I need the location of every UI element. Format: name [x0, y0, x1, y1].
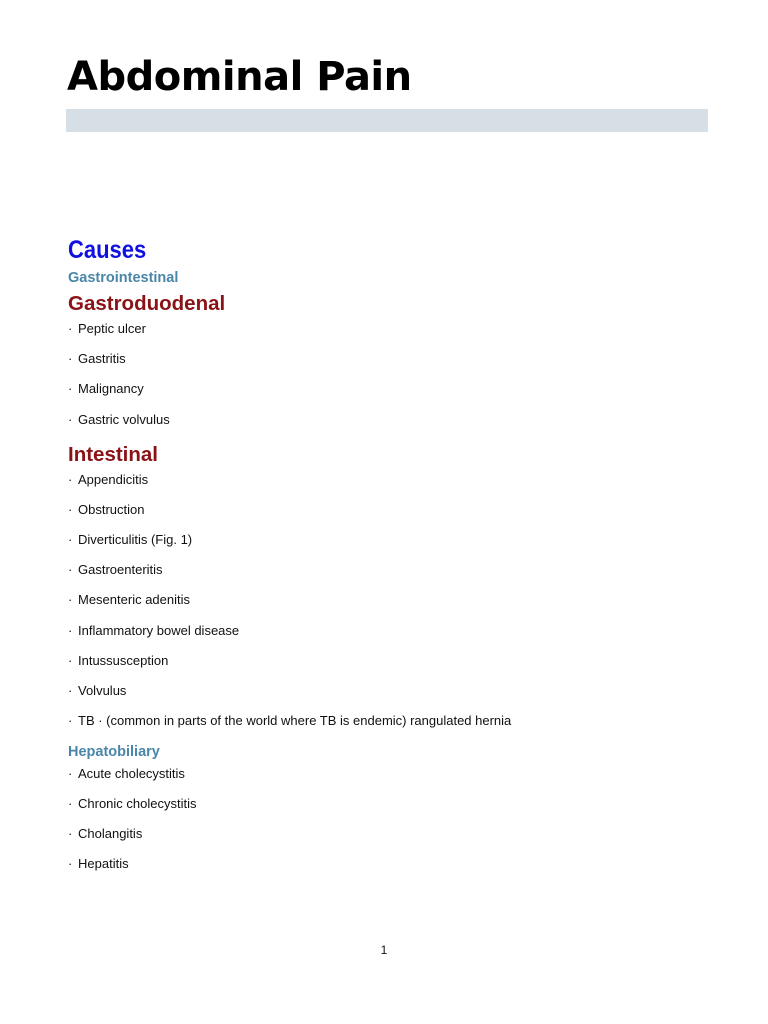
page-number: 1 — [380, 943, 388, 957]
section-heading-causes: Causes — [68, 236, 147, 264]
bullet-dot: · — [68, 623, 73, 638]
list-item: · Peptic ulcer — [68, 321, 146, 336]
bullet-dot: · — [68, 532, 73, 547]
bullet-dot: · — [68, 653, 73, 668]
bullet-dot: · — [68, 381, 73, 396]
list-item: · Acute cholecystitis — [68, 766, 185, 781]
list-item: · Appendicitis — [68, 472, 149, 487]
bullet-dot: · — [68, 321, 73, 336]
bullet-dot: · — [68, 856, 73, 871]
bullet-dot: · — [68, 826, 73, 841]
list-item: · Malignancy — [68, 381, 144, 396]
list-item: · Chronic cholecystitis — [68, 796, 197, 811]
list-item: · Intussusception — [68, 653, 169, 668]
bullet-dot: · — [68, 351, 73, 366]
title-underline-bar — [66, 109, 708, 132]
subheading-intestinal: Intestinal — [68, 443, 158, 466]
list-item: · Diverticulitis (Fig. 1) — [68, 532, 193, 547]
bullet-dot: · — [68, 502, 73, 517]
list-item: · Gastritis — [68, 351, 126, 366]
list-item: · Gastroenteritis — [68, 562, 163, 577]
subheading-hepatobiliary: Hepatobiliary — [68, 744, 160, 760]
page-title: Abdominal Pain — [67, 54, 412, 100]
bullet-dot: · — [68, 683, 73, 698]
bullet-dot: · — [68, 592, 73, 607]
bullet-dot: · — [68, 713, 73, 728]
list-item: · TB · (common in parts of the world where TB is endemic) rangulated hernia — [68, 713, 512, 728]
subheading-gastrointestinal: Gastrointestinal — [68, 270, 179, 286]
bullet-dot: · — [68, 472, 73, 487]
bullet-dot: · — [68, 412, 73, 427]
list-item: · Inflammatory bowel disease — [68, 623, 240, 638]
list-item: · Hepatitis — [68, 856, 129, 871]
list-item: · Volvulus — [68, 683, 127, 698]
list-item: · Gastric volvulus — [68, 412, 170, 427]
list-item: · Cholangitis — [68, 826, 143, 841]
bullet-dot: · — [68, 796, 73, 811]
list-item: · Obstruction — [68, 502, 145, 517]
bullet-dot: · — [68, 562, 73, 577]
bullet-dot: · — [68, 766, 73, 781]
list-item: · Mesenteric adenitis — [68, 592, 190, 607]
subheading-gastroduodenal: Gastroduodenal — [68, 292, 226, 315]
